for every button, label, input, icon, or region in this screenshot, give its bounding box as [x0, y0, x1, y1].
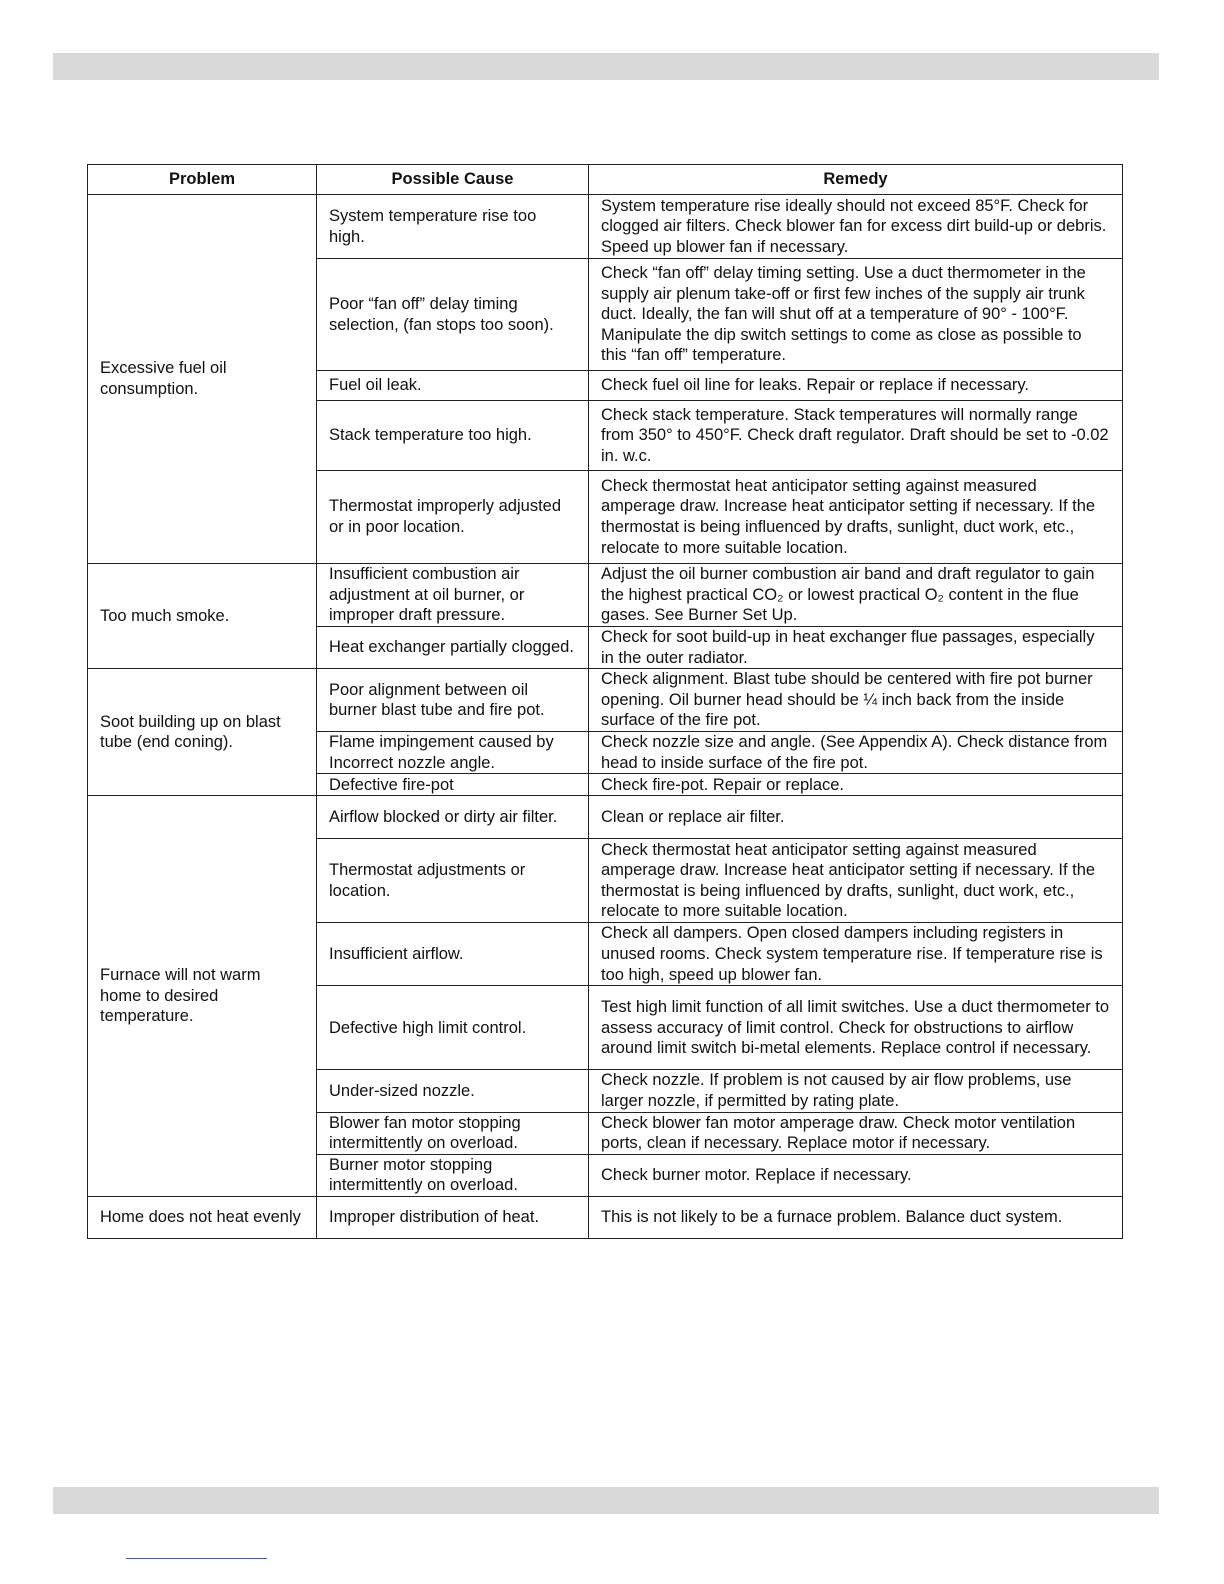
remedy-cell: Check all dampers. Open closed dampers including registers in unused rooms. Check system temperature rise. If temperature rise is too high, speed up blower fan.	[589, 923, 1123, 986]
cause-cell: Insufficient airflow.	[317, 923, 589, 986]
table-row	[88, 1196, 1123, 1238]
remedy-cell: Check “fan off” delay timing setting. Use a duct thermometer in the supply air plenum take-off or first few inches of the supply air trunk duct. Ideally, the fan will shut off at a temperature of 90° - 100°F. Manipulate the dip switch settings to come as close as possible to this “fan off” temperature.	[589, 259, 1123, 371]
table-row	[88, 796, 1123, 839]
cause-cell: Fuel oil leak.	[317, 371, 589, 401]
remedy-cell: Check burner motor. Replace if necessary.	[589, 1154, 1123, 1196]
cause-cell: Airflow blocked or dirty air filter.	[317, 796, 589, 839]
cause-cell: Improper distribution of heat.	[317, 1196, 589, 1238]
footer-link-underline	[126, 1558, 267, 1559]
table-row	[88, 195, 1123, 259]
remedy-cell: Check nozzle. If problem is not caused by air flow problems, use larger nozzle, if permitted by rating plate.	[589, 1070, 1123, 1112]
cause-cell: Flame impingement caused by Incorrect nozzle angle.	[317, 732, 589, 774]
cause-cell: System temperature rise too high.	[317, 195, 589, 259]
remedy-cell: Check thermostat heat anticipator setting against measured amperage draw. Increase heat anticipator setting if necessary. If the thermostat is being influenced by drafts, sunlight, duct work, etc., relocate to more suitable location.	[589, 471, 1123, 564]
problem-cell: Home does not heat evenly	[88, 1196, 317, 1238]
remedy-cell: Check nozzle size and angle. (See Appendix A). Check distance from head to inside surface of the fire pot.	[589, 732, 1123, 774]
remedy-cell: Adjust the oil burner combustion air band and draft regulator to gain the highest practical CO₂ or lowest practical O₂ content in the flue gases. See Burner Set Up.	[589, 564, 1123, 627]
table-row	[88, 669, 1123, 732]
remedy-cell: Check fuel oil line for leaks. Repair or replace if necessary.	[589, 371, 1123, 401]
column-header-cause: Possible Cause	[317, 165, 589, 195]
cause-cell: Under-sized nozzle.	[317, 1070, 589, 1112]
table-row	[88, 564, 1123, 627]
cause-cell: Thermostat adjustments or location.	[317, 839, 589, 923]
header-band	[53, 53, 1159, 80]
cause-cell: Thermostat improperly adjusted or in poor location.	[317, 471, 589, 564]
remedy-cell: Check blower fan motor amperage draw. Check motor ventilation ports, clean if necessary. Replace motor if necessary.	[589, 1112, 1123, 1154]
cause-cell: Poor alignment between oil burner blast tube and fire pot.	[317, 669, 589, 732]
cause-cell: Heat exchanger partially clogged.	[317, 627, 589, 669]
cause-cell: Burner motor stopping intermittently on overload.	[317, 1154, 589, 1196]
problem-cell: Furnace will not warm home to desired temperature.	[88, 796, 317, 1197]
remedy-cell: Check alignment. Blast tube should be centered with fire pot burner opening. Oil burner head should be ¼ inch back from the inside surface of the fire pot.	[589, 669, 1123, 732]
cause-cell: Stack temperature too high.	[317, 401, 589, 471]
cause-cell: Defective fire-pot	[317, 774, 589, 796]
remedy-cell: System temperature rise ideally should not exceed 85°F. Check for clogged air filters. Check blower fan for excess dirt build-up or debris. Speed up blower fan if necessary.	[589, 195, 1123, 259]
remedy-cell: Check fire-pot. Repair or replace.	[589, 774, 1123, 796]
remedy-cell: Check stack temperature. Stack temperatures will normally range from 350° to 450°F. Check draft regulator. Draft should be set to -0.02 in. w.c.	[589, 401, 1123, 471]
remedy-cell: Test high limit function of all limit switches. Use a duct thermometer to assess accuracy of limit control. Check for obstructions to airflow around limit switch bi-metal elements. Replace control if necessary.	[589, 986, 1123, 1070]
table-header-row	[88, 165, 1123, 195]
column-header-remedy: Remedy	[589, 165, 1123, 195]
column-header-problem: Problem	[88, 165, 317, 195]
remedy-cell: Check for soot build-up in heat exchanger flue passages, especially in the outer radiator.	[589, 627, 1123, 669]
footer-band	[53, 1487, 1159, 1514]
cause-cell: Poor “fan off” delay timing selection, (fan stops too soon).	[317, 259, 589, 371]
cause-cell: Blower fan motor stopping intermittently on overload.	[317, 1112, 589, 1154]
cause-cell: Defective high limit control.	[317, 986, 589, 1070]
problem-cell: Soot building up on blast tube (end coning).	[88, 669, 317, 796]
problem-cell: Excessive fuel oil consumption.	[88, 195, 317, 564]
cause-cell: Insufficient combustion air adjustment at oil burner, or improper draft pressure.	[317, 564, 589, 627]
problem-cell: Too much smoke.	[88, 564, 317, 669]
remedy-cell: Check thermostat heat anticipator setting against measured amperage draw. Increase heat anticipator setting if necessary. If the thermostat is being influenced by drafts, sunlight, duct work, etc., relocate to more suitable location.	[589, 839, 1123, 923]
remedy-cell: This is not likely to be a furnace problem. Balance duct system.	[589, 1196, 1123, 1238]
troubleshooting-table	[87, 164, 1123, 1239]
remedy-cell: Clean or replace air filter.	[589, 796, 1123, 839]
